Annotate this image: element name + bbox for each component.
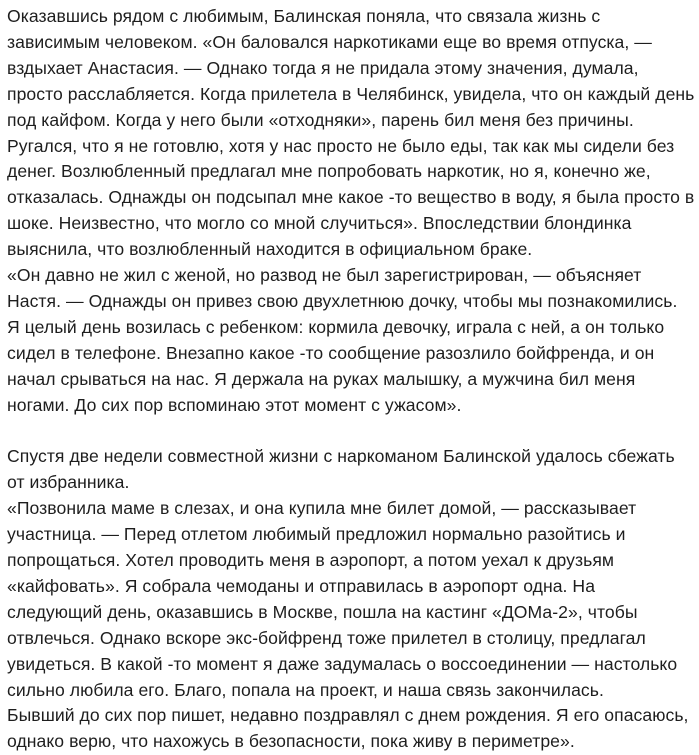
paragraph-quote-wife: «Он давно не жил с женой, но развод не был зарегистрирован, — объясняет Настя. — Однажды он привез свою двухлетнюю дочку, чтобы мы познакомились. Я целый день возилась с ребенком: кормила девочку, играла с ней, а он только сидел в телефоне. Внезапно какое -то сообщение разозлило бойфренда, и он начал срываться на нас. Я держала на руках малышку, а мужчина бил меня ногами. До сих пор вспоминаю этот момент с ужасом». (7, 265, 678, 415)
paragraph-escape: Спустя две недели совместной жизни с наркоманом Балинской удалось сбежать от избранника. (7, 446, 675, 493)
paragraph-relationship: Оказавшись рядом с любимым, Балинская поняла, что связала жизнь с зависимым человеком. «Он баловался наркотиками еще во время отпуска, — вздыхает Анастасия. — Однако тогда я не придала этому значения, думала, просто расслабляется. Когда прилетела в Челябинск, увидела, что он каждый день под кайфом. Когда у него были «отходняки», парень бил меня без причины. Ругался, что я не готовлю, хотя у нас просто не было еды, так как мы сидели без денег. Возлюбленный предлагал мне попробовать наркотик, но я, конечно же, отказалась. Однажды он подсыпал мне какое -то вещество в воду, я была просто в шоке. Неизвестно, что могло со мной случиться». Впоследствии блондинка выяснила, что возлюбленный находится в официальном браке. (7, 6, 695, 260)
paragraph-quote-mother: «Позвонила маме в слезах, и она купила мне билет домой, — рассказывает участница. — Перед отлетом любимый предложил нормально разойтись и попрощаться. Хотел проводить меня в аэропорт, а потом уехал к друзьям «кайфовать». Я собрала чемоданы и отправилась в аэропорт одна. На следующий день, оказавшись в Москве, пошла на кастинг «ДОМа-2», чтобы отвлечься. Однако вскоре экс-бойфренд тоже прилетел в столицу, предлагал увидеться. В какой -то момент я даже задумалась о воссоединении — настолько сильно любила его. Благо, попала на проект, и наша связь закончилась. (7, 498, 678, 700)
paragraph-quote-birthday: Бывший до сих пор пишет, недавно поздравлял с днем рождения. Я его опасаюсь, однако верю, что нахожусь в безопасности, пока живу в периметре». (7, 705, 689, 752)
